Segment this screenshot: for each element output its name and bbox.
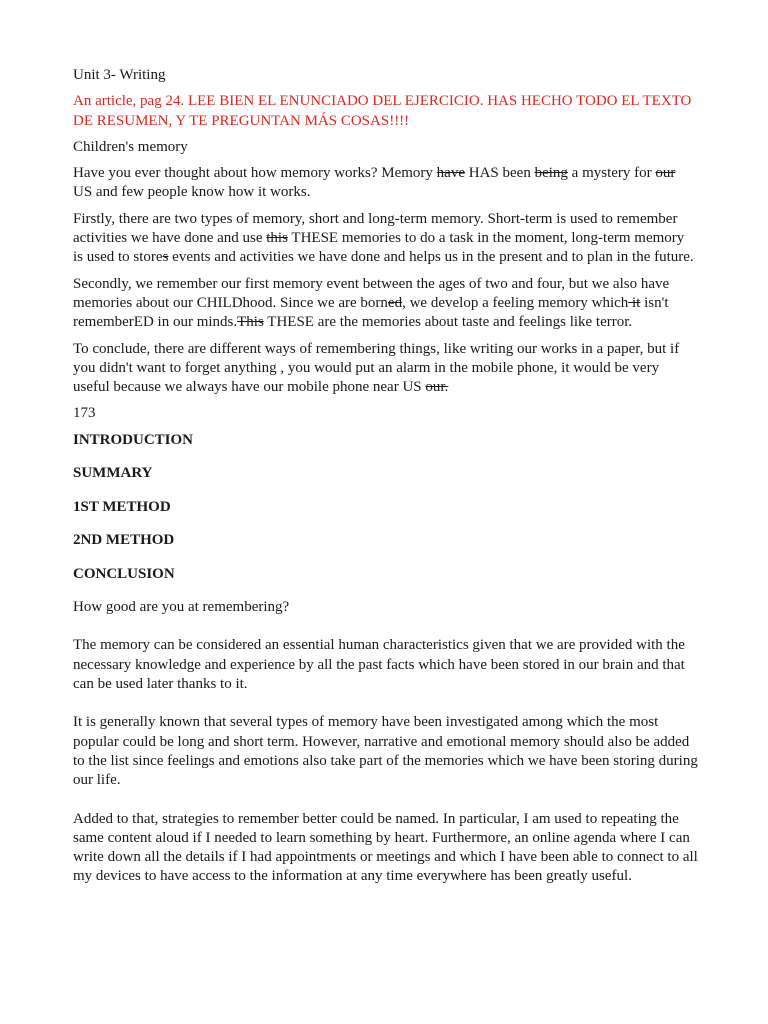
page-number-note: 173 bbox=[73, 405, 96, 422]
text: events and activities we have done and helps us in the present and to plan in the future. bbox=[168, 249, 694, 266]
heading-summary: SUMMARY bbox=[73, 465, 153, 482]
essay-paragraph-2: It is generally known that several types of memory have been investigated among which the most popular could be long and short term. However, narrative and emotional memory should also be added to the list since feelings and emotions also take part of the memories which we have been storing during our life. bbox=[73, 714, 698, 789]
text: , we develop a feeling memory which bbox=[402, 294, 629, 311]
essay-paragraph-3: Added to that, strategies to remember better could be named. In particular, I am used to repeating the same content aloud if I needed to learn something by heart. Furthermore, an online agenda where I can write down all the details if I had appointments or meetings and which I have been able to connect to all my devices to have access to the information at any time everywhere has been greatly useful. bbox=[73, 810, 698, 885]
text: a mystery for bbox=[567, 165, 656, 182]
essay-paragraph-1: The memory can be considered an essential human characteristics given that we are provided with the necessary knowledge and experience by all the past facts which have been stored in our brain and that can be used later thanks to it. bbox=[73, 637, 685, 693]
heading-conclusion: CONCLUSION bbox=[73, 565, 175, 582]
struck-word: This bbox=[237, 314, 264, 331]
text: THESE are the memories about taste and feelings like terror. bbox=[263, 314, 633, 331]
text: Firstly, there are two types of memory, short and long-term memory. Short-term is used to remember activities we have done and use bbox=[73, 210, 678, 247]
article-paragraph-3 bbox=[73, 275, 698, 333]
text: THESE memories to do a task in the moment, long-term memory is used to store bbox=[73, 230, 685, 266]
struck-word: being bbox=[534, 165, 568, 182]
struck-word: have bbox=[436, 165, 465, 182]
text: US and few people know how it works. bbox=[73, 184, 311, 201]
text: Secondly, we remember our first memory event between the ages of two and four, but we also have memories about our CHILDhood. Since we are born bbox=[73, 275, 670, 311]
heading-1st-method: 1ST METHOD bbox=[73, 498, 171, 515]
article-paragraph-2 bbox=[73, 210, 698, 268]
text: isn't rememberED in our minds. bbox=[73, 294, 669, 331]
struck-word: it bbox=[628, 294, 641, 311]
struck-letters: ed bbox=[387, 294, 403, 311]
struck-letter: s bbox=[162, 249, 169, 266]
teacher-instruction: An article, pag 24. LEE BIEN EL ENUNCIADO DEL EJERCICIO. HAS HECHO TODO EL TEXTO DE RESUMEN, Y TE PREGUNTAN MÁS COSAS!!!! bbox=[73, 93, 692, 129]
essay-title: How good are you at remembering? bbox=[73, 599, 290, 616]
text: HAS been bbox=[465, 165, 535, 182]
heading-introduction: INTRODUCTION bbox=[73, 431, 194, 448]
article-paragraph-1 bbox=[73, 164, 698, 203]
unit-title: Unit 3- Writing bbox=[73, 67, 166, 83]
struck-word: our. bbox=[425, 379, 449, 396]
heading-2nd-method: 2ND METHOD bbox=[73, 532, 175, 549]
struck-word: our bbox=[655, 165, 676, 182]
article-paragraph-4 bbox=[73, 340, 698, 398]
text: Have you ever thought about how memory works? Memory bbox=[73, 165, 437, 182]
article-title: Children's memory bbox=[73, 138, 188, 155]
struck-word: this bbox=[266, 230, 288, 247]
text: To conclude, there are different ways of remembering things, like writing our works in a paper, but if you didn't want to forget anything , you would put an alarm in the mobile phone, it would be very useful because we always have our mobile phone near US bbox=[73, 340, 680, 396]
document-page bbox=[73, 66, 698, 887]
